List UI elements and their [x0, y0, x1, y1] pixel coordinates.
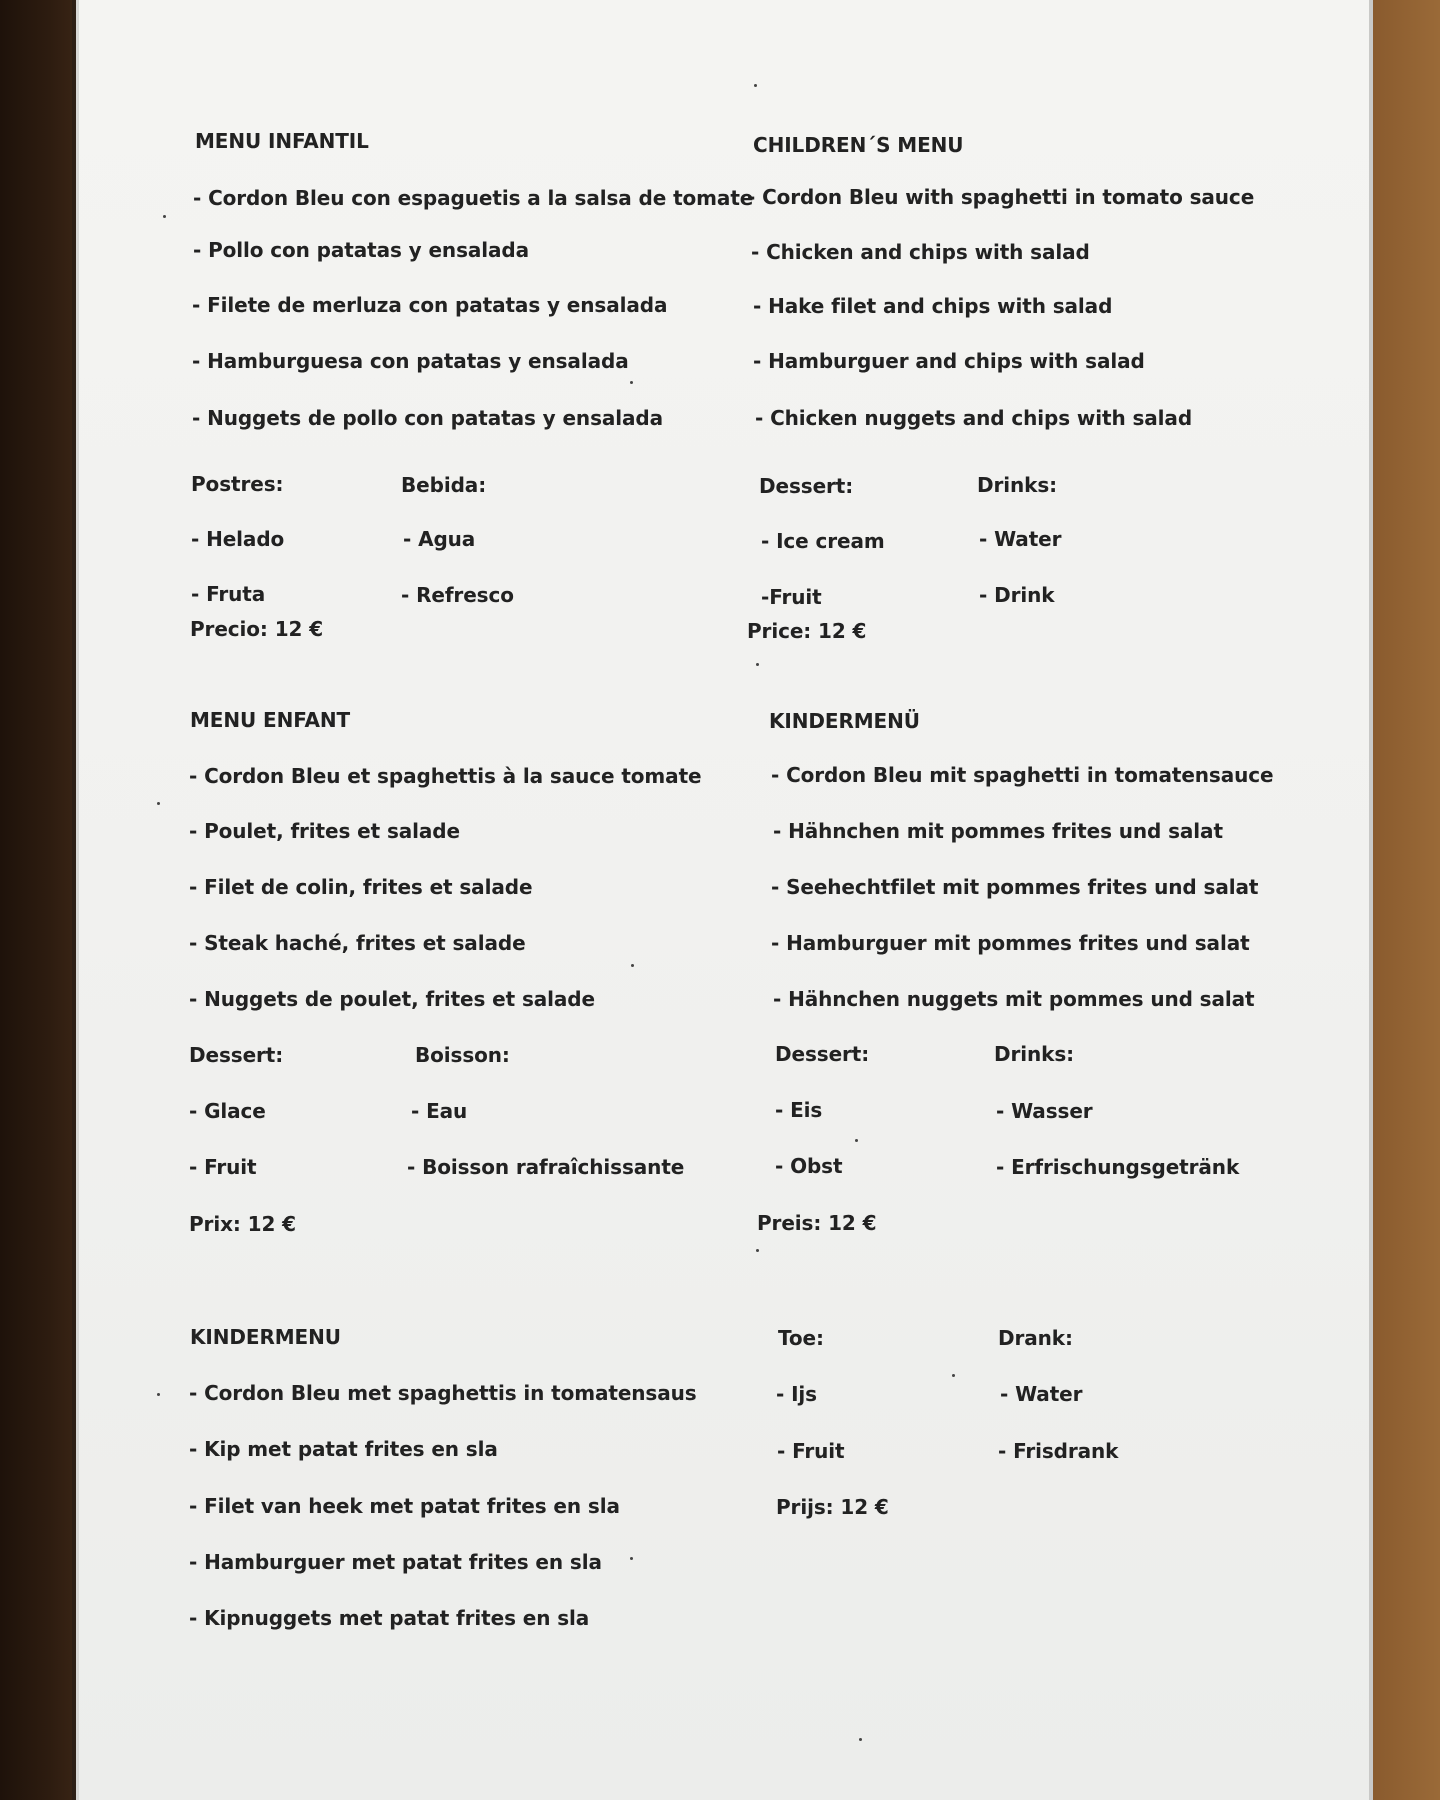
price-en: Price: 12 € — [747, 619, 867, 643]
menu-item-de-2: - Hähnchen mit pommes frites und salat — [773, 819, 1223, 843]
menu-item-fr-2: - Poulet, frites et salade — [189, 819, 460, 843]
menu-sheet — [76, 0, 1373, 1800]
paper-speck — [952, 1374, 955, 1377]
paper-speck — [630, 1557, 633, 1560]
menu-item-de-5: - Hähnchen nuggets mit pommes und salat — [773, 987, 1255, 1011]
drinks-label-en: Drinks: — [977, 473, 1058, 497]
menu-item-es-4: - Hamburguesa con patatas y ensalada — [192, 349, 629, 373]
drinks-label-es: Bebida: — [401, 473, 487, 497]
menu-item-en-3: - Hake filet and chips with salad — [753, 294, 1113, 318]
section-title-fr: MENU ENFANT — [190, 708, 351, 732]
drink-item-fr-1: - Eau — [411, 1099, 468, 1123]
dessert-item-es-1: - Helado — [191, 527, 285, 551]
menu-item-nl-1: - Cordon Bleu met spaghettis in tomatensaus — [189, 1381, 697, 1405]
menu-item-nl-2: - Kip met patat frites en sla — [189, 1437, 498, 1461]
drink-item-en-2: - Drink — [979, 583, 1055, 607]
dessert-item-de-1: - Eis — [775, 1098, 823, 1122]
menu-item-nl-3: - Filet van heek met patat frites en sla — [189, 1494, 620, 1518]
section-title-nl: KINDERMENU — [190, 1325, 341, 1349]
paper-speck — [756, 663, 759, 666]
price-fr: Prix: 12 € — [189, 1212, 296, 1236]
paper-speck — [855, 1139, 858, 1142]
paper-speck — [631, 964, 634, 967]
menu-item-fr-1: - Cordon Bleu et spaghettis à la sauce tomate — [189, 764, 702, 788]
menu-item-es-5: - Nuggets de pollo con patatas y ensalada — [192, 406, 664, 430]
dessert-item-de-2: - Obst — [775, 1154, 843, 1178]
dessert-label-fr: Dessert: — [189, 1043, 284, 1067]
menu-item-nl-4: - Hamburguer met patat frites en sla — [189, 1550, 602, 1574]
menu-item-es-3: - Filete de merluza con patatas y ensalada — [192, 293, 668, 317]
drink-item-en-1: - Water — [979, 527, 1062, 551]
menu-item-fr-5: - Nuggets de poulet, frites et salade — [189, 987, 595, 1011]
menu-item-fr-3: - Filet de colin, frites et salade — [189, 875, 533, 899]
drink-item-nl-1: - Water — [1000, 1382, 1083, 1406]
dessert-item-en-2: -Fruit — [761, 585, 822, 609]
dessert-item-en-1: - Ice cream — [761, 529, 885, 553]
drinks-label-nl: Drank: — [998, 1326, 1073, 1350]
dessert-item-nl-2: - Fruit — [777, 1439, 845, 1463]
price-nl: Prijs: 12 € — [776, 1495, 889, 1519]
menu-item-en-2: - Chicken and chips with salad — [751, 240, 1090, 264]
menu-item-es-2: - Pollo con patatas y ensalada — [193, 238, 530, 262]
dessert-label-en: Dessert: — [759, 474, 854, 498]
menu-item-fr-4: - Steak haché, frites et salade — [189, 931, 526, 955]
dessert-item-es-2: - Fruta — [191, 582, 266, 606]
menu-item-en-1: - Cordon Bleu with spaghetti in tomato sauce — [747, 185, 1255, 209]
dessert-label-nl: Toe: — [778, 1326, 824, 1350]
paper-speck — [756, 1249, 759, 1252]
drink-item-fr-2: - Boisson rafraîchissante — [407, 1155, 685, 1179]
paper-speck — [754, 84, 757, 87]
paper-speck — [163, 215, 166, 218]
price-es: Precio: 12 € — [190, 617, 324, 641]
menu-item-de-4: - Hamburguer mit pommes frites und salat — [771, 931, 1250, 955]
drink-item-nl-2: - Frisdrank — [998, 1439, 1119, 1463]
menu-item-en-5: - Chicken nuggets and chips with salad — [755, 406, 1193, 430]
paper-speck — [157, 1393, 160, 1396]
section-title-de: KINDERMENÜ — [769, 709, 920, 733]
drinks-label-fr: Boisson: — [415, 1043, 510, 1067]
drink-item-es-1: - Agua — [403, 527, 476, 551]
drink-item-de-2: - Erfrischungsgetränk — [996, 1155, 1240, 1179]
paper-speck — [859, 1738, 862, 1741]
dessert-label-es: Postres: — [191, 472, 284, 496]
drink-item-es-2: - Refresco — [401, 583, 514, 607]
section-title-es: MENU INFANTIL — [195, 129, 369, 153]
price-de: Preis: 12 € — [757, 1211, 877, 1235]
dessert-item-fr-2: - Fruit — [189, 1155, 257, 1179]
menu-item-de-3: - Seehechtfilet mit pommes frites und salat — [771, 875, 1259, 899]
drinks-label-de: Drinks: — [994, 1042, 1075, 1066]
menu-item-en-4: - Hamburguer and chips with salad — [753, 349, 1145, 373]
dessert-item-fr-1: - Glace — [189, 1099, 266, 1123]
paper-speck — [630, 381, 633, 384]
paper-speck — [157, 802, 160, 805]
menu-item-de-1: - Cordon Bleu mit spaghetti in tomatensauce — [771, 763, 1274, 787]
dessert-item-nl-1: - Ijs — [776, 1382, 817, 1406]
menu-item-es-1: - Cordon Bleu con espaguetis a la salsa de tomate — [193, 186, 754, 210]
drink-item-de-1: - Wasser — [996, 1099, 1093, 1123]
menu-item-nl-5: - Kipnuggets met patat frites en sla — [189, 1606, 590, 1630]
dessert-label-de: Dessert: — [775, 1042, 870, 1066]
section-title-en: CHILDREN´S MENU — [753, 133, 964, 157]
